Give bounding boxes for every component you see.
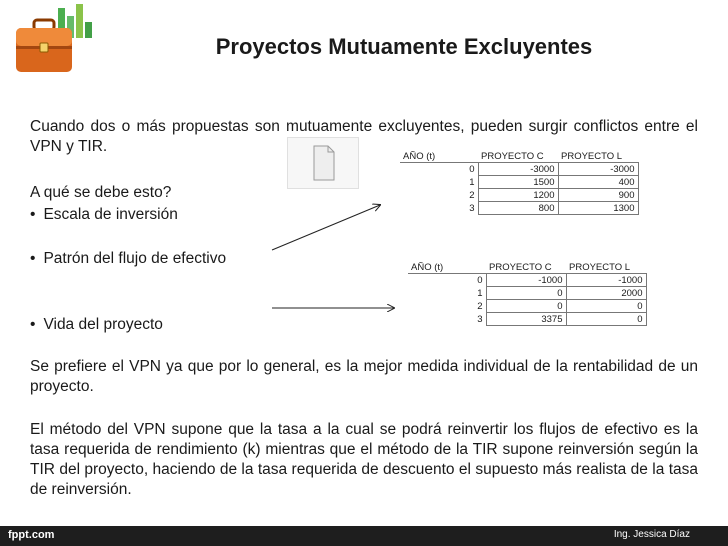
- table-row: [400, 189, 638, 202]
- table-cell: 400: [558, 176, 638, 189]
- table-cell: 0: [566, 313, 646, 326]
- table-header: PROYECTO L: [566, 261, 646, 274]
- table-cell: 2000: [566, 287, 646, 300]
- table-row: [408, 300, 646, 313]
- arrow-to-table2: [270, 300, 400, 316]
- table-header: AÑO (t): [400, 150, 478, 163]
- table-row: [408, 287, 646, 300]
- table-cell: 2: [469, 189, 475, 201]
- document-icon: [287, 137, 359, 189]
- footer-author: Ing. Jessica Díaz: [613, 529, 690, 540]
- table-cell: 900: [558, 189, 638, 202]
- conclusion-paragraph-2: El método del VPN supone que la tasa a la cual se podrá reinvertir los flujos de efectivo es la tasa requerida de rendimiento (k) mientras que el método de la TIR supone reinversión según la TIR del proyecto, haciendo de la tasa requerida de descuento el supuesto más realista de la tasa de reinversión.: [30, 421, 698, 498]
- table-cell: 1300: [558, 202, 638, 215]
- table-row: [400, 176, 638, 189]
- table-header-row: [400, 150, 638, 163]
- table-cell: 1200: [478, 189, 558, 202]
- intro-text: Cuando dos o más propuestas son mutuamente excluyentes, pueden surgir conflictos entre el VPN y TIR.: [30, 118, 698, 155]
- bullet-patron: • Patrón del flujo de efectivo: [30, 249, 226, 269]
- cash-flow-table-1: [400, 150, 639, 215]
- table-row: [400, 202, 638, 215]
- table-header: PROYECTO L: [558, 150, 638, 163]
- table-header: PROYECTO C: [478, 150, 558, 163]
- table-cell: 0: [469, 163, 475, 175]
- table-cell: -1000: [486, 274, 566, 287]
- table-cell: 0: [477, 274, 483, 286]
- table-row: [400, 163, 638, 176]
- table-cell: 3: [469, 202, 475, 214]
- table-cell: -3000: [558, 163, 638, 176]
- table-cell: 800: [478, 202, 558, 215]
- table-cell: 1: [477, 287, 483, 299]
- table-header: AÑO (t): [408, 261, 486, 274]
- table-row: [408, 274, 646, 287]
- table-cell: -3000: [478, 163, 558, 176]
- table-cell: 3375: [486, 313, 566, 326]
- cash-flow-table-2: [408, 261, 647, 326]
- slide-title: Proyectos Mutuamente Excluyentes: [215, 34, 593, 59]
- bullet-vida: • Vida del proyecto: [30, 315, 163, 335]
- table-cell: 0: [486, 287, 566, 300]
- table-cell: -1000: [566, 274, 646, 287]
- table-cell: 3: [477, 313, 483, 325]
- table-cell: 0: [566, 300, 646, 313]
- table-cell: 1: [469, 176, 475, 188]
- footer-site-logo: fppt.com: [8, 529, 55, 541]
- table-cell: 1500: [478, 176, 558, 189]
- table-cell: 2: [477, 300, 483, 312]
- question-text: A qué se debe esto?: [30, 184, 172, 201]
- table-header-row: [408, 261, 646, 274]
- bullet-escala: • Escala de inversión: [30, 205, 178, 225]
- arrow-to-table1: [270, 195, 390, 255]
- conclusion-paragraph-1: Se prefiere el VPN ya que por lo general, es la mejor medida individual de la rentabilidad de un proyecto.: [30, 358, 698, 395]
- table-header: PROYECTO C: [486, 261, 566, 274]
- table-row: [408, 313, 646, 326]
- table-cell: 0: [486, 300, 566, 313]
